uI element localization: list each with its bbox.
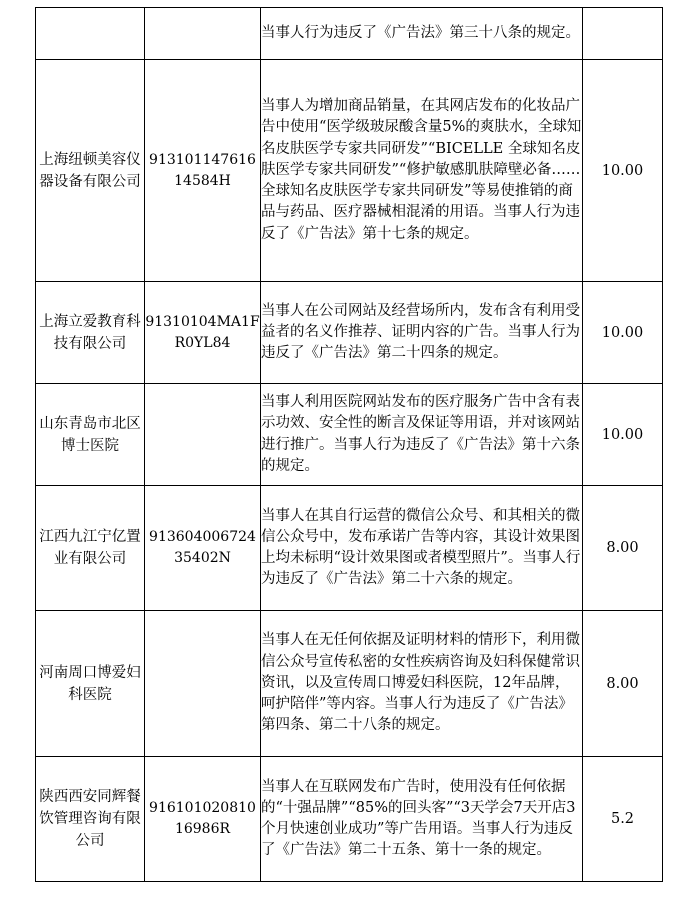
table-row [36, 8, 663, 60]
company-name: 河南周口博爱妇科医院 [39, 664, 141, 703]
violation-description: 当事人在公司网站及经营场所内，发布含有利用受益者的名义作推荐、证明内容的广告。当事人行为违反了《广告法》第二十四条的规定。 [261, 302, 580, 362]
amount-cell [583, 60, 663, 282]
description-cell [261, 60, 583, 282]
amount-cell [583, 611, 663, 757]
table-row [36, 757, 663, 882]
credit-code: 91310104MA1FR0YL84 [145, 313, 260, 351]
company-cell [36, 8, 145, 60]
table-row [36, 611, 663, 757]
company-name: 江西九江宁亿置业有限公司 [39, 529, 141, 567]
table-row [36, 60, 663, 282]
company-cell [36, 282, 145, 384]
credit-code-cell [145, 486, 261, 611]
company-cell [36, 384, 145, 486]
violation-description: 当事人利用医院网站发布的医疗服务广告中含有表示功效、安全性的断言及保证等用语，并对该网站进行推广。当事人行为违反了《广告法》第十六条的规定。 [261, 394, 580, 474]
amount-cell [583, 757, 663, 882]
amount-cell [583, 282, 663, 384]
credit-code: 91310114761614584H [149, 151, 256, 189]
violation-description: 当事人为增加商品销量，在其网店发布的化妆品广告中使用“医学级玻尿酸含量5%的爽肤水，全球知名皮肤医学专家共同研发”“BICELLE 全球知名皮肤医学专家共同研发”“修护敏感肌肤障壁必备……全球知名皮肤医学专家共同研发”等易使推销的商品与药品、医疗器械相混淆的用语。当事人行为违反了《广告法》第十七条的规定。 [261, 98, 582, 242]
company-cell [36, 757, 145, 882]
violation-description: 当事人在无任何依据及证明材料的情形下，利用微信公众号宣传私密的女性疾病咨询及妇科保健常识资讯，以及宣传周口博爱妇科医院，12年品牌，呵护陪伴”等内容。当事人行为违反了《广告法》第四条、第二十八条的规定。 [261, 632, 580, 734]
description-cell [261, 384, 583, 486]
credit-code: 91610102081016986R [149, 800, 256, 837]
company-name: 上海纽顿美容仪器设备有限公司 [39, 151, 141, 190]
credit-code-cell [145, 611, 261, 757]
penalty-amount: 8.00 [606, 675, 639, 692]
amount-cell [583, 8, 663, 60]
credit-code-cell [145, 282, 261, 384]
company-name: 陕西西安同辉餐饮管理咨询有限公司 [39, 789, 141, 849]
credit-code-cell [145, 757, 261, 882]
amount-cell [583, 486, 663, 611]
penalty-amount: 8.00 [606, 540, 639, 556]
table-row [36, 282, 663, 384]
description-cell [261, 757, 583, 882]
company-name: 山东青岛市北区博士医院 [39, 415, 141, 454]
credit-code-cell [145, 384, 261, 486]
penalty-amount: 10.00 [601, 426, 644, 443]
violation-description: 当事人行为违反了《广告法》第三十八条的规定。 [261, 24, 580, 41]
violation-description: 当事人在互联网发布广告时，使用没有任何依据的“十强品牌”“85%的回头客”“3天学会7天开店3个月快速创业成功”等广告用语。当事人行为违反了《广告法》第二十五条、第十一条的规定。 [261, 778, 576, 859]
company-cell [36, 486, 145, 611]
description-cell [261, 282, 583, 384]
credit-code-cell [145, 60, 261, 282]
credit-code-cell [145, 8, 261, 60]
credit-code: 91360400672435402N [149, 529, 256, 566]
table-row [36, 384, 663, 486]
penalty-amount: 5.2 [610, 811, 635, 827]
penalty-table [35, 7, 663, 882]
table-row [36, 486, 663, 611]
company-cell [36, 60, 145, 282]
description-cell [261, 486, 583, 611]
description-cell [261, 611, 583, 757]
company-name: 上海立爱教育科技有限公司 [39, 313, 141, 352]
violation-description: 当事人在其自行运营的微信公众号、和其相关的微信公众号中，发布承诺广告等内容，其设计效果图上均未标明“设计效果图或者模型照片”。当事人行为违反了《广告法》第二十六条的规定。 [261, 507, 581, 588]
company-cell [36, 611, 145, 757]
penalty-amount: 10.00 [601, 324, 644, 341]
penalty-amount: 10.00 [601, 162, 644, 179]
amount-cell [583, 384, 663, 486]
description-cell [261, 8, 583, 60]
